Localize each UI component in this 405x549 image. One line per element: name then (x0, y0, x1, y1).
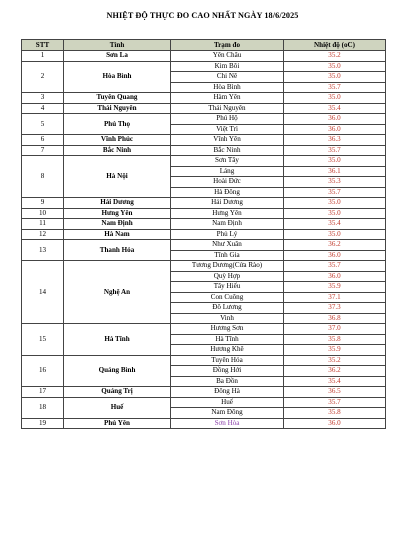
temperature-cell: 37.3 (284, 303, 386, 314)
temperature-cell: 35.4 (284, 219, 386, 230)
table-row (22, 156, 386, 167)
province-cell: Quảng Bình (64, 355, 171, 387)
table-header-row (22, 40, 386, 51)
stt-cell: 14 (22, 261, 64, 324)
station-cell: Yên Châu (171, 51, 284, 62)
temperature-cell: 35.0 (284, 61, 386, 72)
station-cell: Hà Tĩnh (171, 334, 284, 345)
header-province: Tỉnh (64, 40, 171, 51)
temperature-cell: 36.2 (284, 240, 386, 251)
province-cell: Thanh Hóa (64, 240, 171, 261)
station-cell: Tuyên Hóa (171, 355, 284, 366)
temperature-cell: 35.4 (284, 103, 386, 114)
header-station: Trạm đo (171, 40, 284, 51)
temperature-cell: 35.0 (284, 156, 386, 167)
table-row (22, 397, 386, 408)
station-cell: Sơn Tây (171, 156, 284, 167)
table-row (22, 145, 386, 156)
station-cell: Hòa Bình (171, 82, 284, 93)
station-cell: Hà Đông (171, 187, 284, 198)
stt-cell: 3 (22, 93, 64, 104)
stt-cell: 12 (22, 229, 64, 240)
station-cell: Huế (171, 397, 284, 408)
province-cell: Hà Tĩnh (64, 324, 171, 356)
province-cell: Sơn La (64, 51, 171, 62)
station-cell: Con Cuông (171, 292, 284, 303)
temperature-cell: 35.0 (284, 229, 386, 240)
temperature-cell: 35.0 (284, 93, 386, 104)
station-cell: Tĩnh Gia (171, 250, 284, 261)
table-row (22, 240, 386, 251)
table-row (22, 261, 386, 272)
temperature-cell: 35.9 (284, 282, 386, 293)
table-row (22, 114, 386, 125)
temperature-cell: 35.2 (284, 51, 386, 62)
province-cell: Nam Định (64, 219, 171, 230)
province-cell: Hà Nam (64, 229, 171, 240)
temperature-cell: 35.3 (284, 177, 386, 188)
stt-cell: 9 (22, 198, 64, 209)
stt-cell: 15 (22, 324, 64, 356)
province-cell: Bắc Ninh (64, 145, 171, 156)
station-cell: Hương Khê (171, 345, 284, 356)
temperature-cell: 36.0 (284, 114, 386, 125)
station-cell: Tương Dương(Cửa Rào) (171, 261, 284, 272)
temperature-cell: 36.0 (284, 124, 386, 135)
station-cell: Ba Đồn (171, 376, 284, 387)
stt-cell: 13 (22, 240, 64, 261)
header-temperature: Nhiệt độ (oC) (284, 40, 386, 51)
temperature-cell: 37.1 (284, 292, 386, 303)
temperature-cell: 36.2 (284, 366, 386, 377)
temperature-cell: 36.1 (284, 166, 386, 177)
table-row (22, 208, 386, 219)
table-row (22, 387, 386, 398)
stt-cell: 4 (22, 103, 64, 114)
temperature-cell: 35.2 (284, 355, 386, 366)
table-row (22, 355, 386, 366)
station-cell: Láng (171, 166, 284, 177)
temperature-cell: 35.7 (284, 261, 386, 272)
temperature-cell: 35.0 (284, 208, 386, 219)
temperature-cell: 35.0 (284, 198, 386, 209)
temperature-cell: 35.4 (284, 376, 386, 387)
station-cell: Vinh (171, 313, 284, 324)
temperature-cell: 36.0 (284, 250, 386, 261)
temperature-cell: 35.7 (284, 145, 386, 156)
stt-cell: 7 (22, 145, 64, 156)
temperature-cell: 35.0 (284, 72, 386, 83)
station-cell: Việt Trì (171, 124, 284, 135)
station-cell: Chi Nê (171, 72, 284, 83)
station-cell: Hương Sơn (171, 324, 284, 335)
station-cell: Hải Dương (171, 198, 284, 209)
temperature-cell: 36.0 (284, 418, 386, 429)
province-cell: Phú Yên (64, 418, 171, 429)
temperature-cell: 35.7 (284, 187, 386, 198)
station-cell: Đồng Hới (171, 366, 284, 377)
stt-cell: 10 (22, 208, 64, 219)
stt-cell: 18 (22, 397, 64, 418)
station-cell: Như Xuân (171, 240, 284, 251)
province-cell: Hải Dương (64, 198, 171, 209)
province-cell: Vĩnh Phúc (64, 135, 171, 146)
temperature-cell: 36.5 (284, 387, 386, 398)
stt-cell: 5 (22, 114, 64, 135)
province-cell: Tuyên Quang (64, 93, 171, 104)
station-cell: Nam Định (171, 219, 284, 230)
table-row (22, 324, 386, 335)
temperature-cell: 37.0 (284, 324, 386, 335)
province-cell: Hưng Yên (64, 208, 171, 219)
temperature-cell: 36.8 (284, 313, 386, 324)
table-body (22, 51, 386, 429)
station-cell: Bắc Ninh (171, 145, 284, 156)
temperature-cell: 35.8 (284, 334, 386, 345)
table-row (22, 229, 386, 240)
province-cell: Hòa Bình (64, 61, 171, 93)
table-row (22, 198, 386, 209)
table-row (22, 418, 386, 429)
province-cell: Nghệ An (64, 261, 171, 324)
station-cell: Hưng Yên (171, 208, 284, 219)
station-cell: Đông Hà (171, 387, 284, 398)
stt-cell: 2 (22, 61, 64, 93)
province-cell: Thái Nguyên (64, 103, 171, 114)
table-row (22, 51, 386, 62)
station-cell: Quỳ Hợp (171, 271, 284, 282)
province-cell: Hà Nội (64, 156, 171, 198)
station-cell: Sơn Hòa (171, 418, 284, 429)
station-cell: Phú Hộ (171, 114, 284, 125)
page-title: NHIỆT ĐỘ THỰC ĐO CAO NHẤT NGÀY 18/6/2025 (106, 11, 299, 20)
station-cell: Hàm Yên (171, 93, 284, 104)
table-row (22, 61, 386, 72)
temperature-cell: 36.0 (284, 271, 386, 282)
station-cell: Nam Đông (171, 408, 284, 419)
stt-cell: 11 (22, 219, 64, 230)
station-cell: Phủ Lý (171, 229, 284, 240)
table-row (22, 103, 386, 114)
station-cell: Vĩnh Yên (171, 135, 284, 146)
table-row (22, 219, 386, 230)
header-stt: STT (22, 40, 64, 51)
table-row (22, 93, 386, 104)
station-cell: Đô Lương (171, 303, 284, 314)
temperature-cell: 35.7 (284, 82, 386, 93)
province-cell: Quảng Trị (64, 387, 171, 398)
stt-cell: 8 (22, 156, 64, 198)
temperature-cell: 35.7 (284, 397, 386, 408)
temperature-cell: 35.9 (284, 345, 386, 356)
table-row (22, 135, 386, 146)
stt-cell: 17 (22, 387, 64, 398)
station-cell: Hoài Đức (171, 177, 284, 188)
station-cell: Kim Bôi (171, 61, 284, 72)
station-cell: Tây Hiếu (171, 282, 284, 293)
province-cell: Phú Thọ (64, 114, 171, 135)
stt-cell: 16 (22, 355, 64, 387)
temperature-cell: 36.3 (284, 135, 386, 146)
stt-cell: 1 (22, 51, 64, 62)
station-cell: Thái Nguyên (171, 103, 284, 114)
stt-cell: 19 (22, 418, 64, 429)
temperature-table (21, 39, 386, 429)
stt-cell: 6 (22, 135, 64, 146)
temperature-cell: 35.8 (284, 408, 386, 419)
province-cell: Huế (64, 397, 171, 418)
